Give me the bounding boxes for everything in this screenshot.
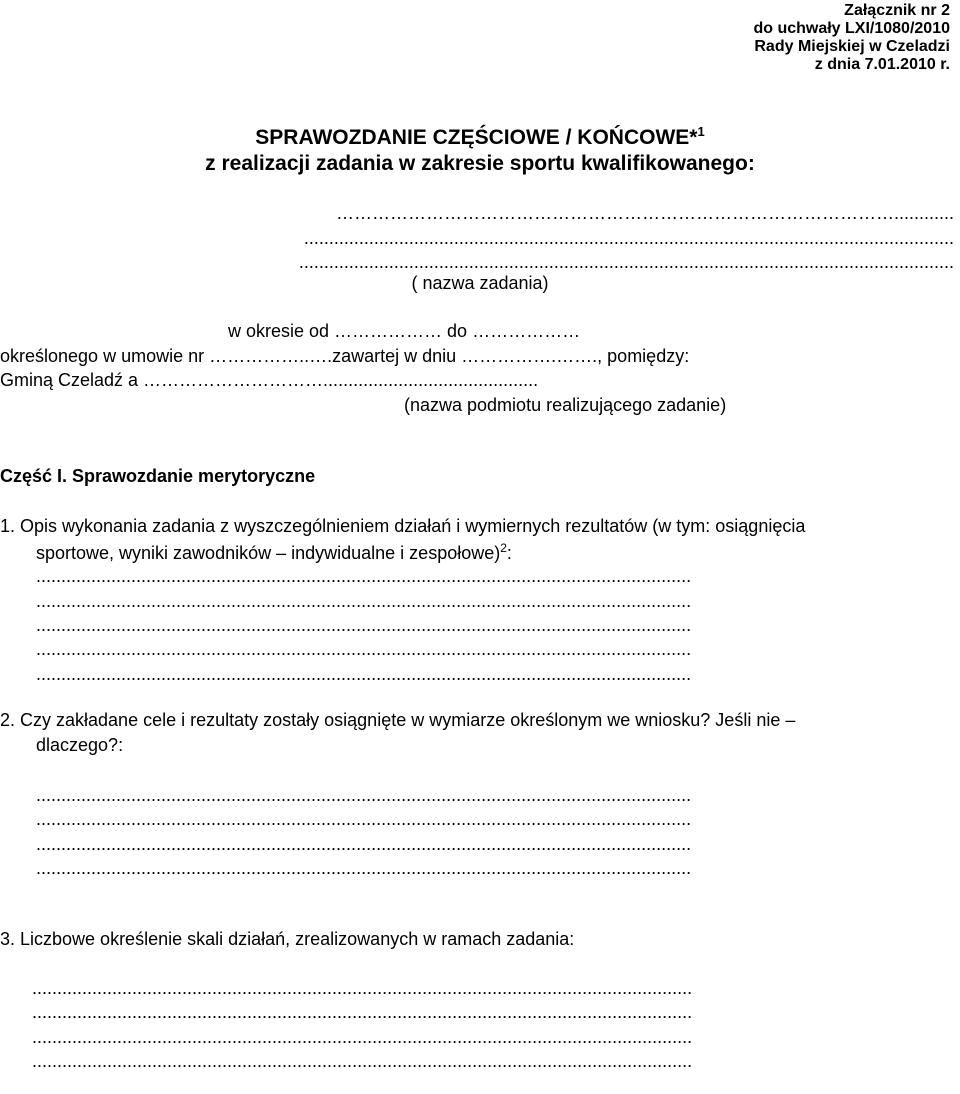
q1-dots-1: ...................................................................................................................................	[36, 566, 692, 586]
q2-dots-4: ...................................................................................................................................	[36, 858, 692, 878]
q2-line1: 2. Czy zakładane cele i rezultaty zostały osiągnięte w wymiarze określonym we wniosku? Jeśli nie –	[0, 710, 796, 730]
period-line: w okresie od ……………… do ………………	[228, 321, 581, 341]
gmina-line: Gminą Czeladź a …………………………...........................................	[0, 370, 539, 390]
q3-line1: 3. Liczbowe określenie skali działań, zrealizowanych w ramach zadania:	[0, 929, 575, 949]
entity-caption: (nazwa podmiotu realizującego zadanie)	[404, 395, 727, 415]
q3-dots-2: ....................................................................................................................................	[32, 1002, 693, 1022]
task-name-dots-1: …………………………………………………………………………………............	[335, 203, 954, 223]
q3-dots-1: ....................................................................................................................................	[32, 978, 693, 998]
report-subtitle: z realizacji zadania w zakresie sportu kwalifikowanego:	[205, 152, 755, 175]
q1-dots-4: ...................................................................................................................................	[36, 639, 692, 659]
task-name-dots-3: ...................................................................................................................................	[298, 252, 954, 272]
q3-dots-3: ....................................................................................................................................	[32, 1027, 693, 1047]
task-name-dots-2: ..................................................................................................................................	[303, 228, 954, 248]
q1-line2: sportowe, wyniki zawodników – indywidualne i zespołowe)$^2$:	[36, 541, 512, 563]
header-line4: z dnia 7.01.2010 r.	[814, 56, 950, 73]
q2-dots-3: ...................................................................................................................................	[36, 834, 692, 854]
q1-dots-3: ...................................................................................................................................	[36, 615, 692, 635]
task-name-caption: ( nazwa zadania)	[411, 273, 549, 293]
report-title: SPRAWOZDANIE CZĘŚCIOWE / KOŃCOWE*$^1$	[255, 124, 705, 149]
q1-dots-5: ...................................................................................................................................	[36, 664, 692, 684]
header-line2: do uchwały LXI/1080/2010	[753, 20, 950, 37]
q1-line1: 1. Opis wykonania zadania z wyszczególnieniem działań i wymiernych rezultatów (w tym: osiągnięcia	[0, 516, 806, 536]
q2-dots-1: ...................................................................................................................................	[36, 785, 692, 805]
q1-dots-2: ...................................................................................................................................	[36, 591, 692, 611]
section-heading: Część I. Sprawozdanie merytoryczne	[0, 466, 316, 486]
header-line3: Rady Miejskiej w Czeladzi	[754, 38, 950, 55]
contract-line: określonego w umowie nr ……………..….zawartej w dniu …………….……., pomiędzy:	[0, 346, 690, 366]
q3-dots-4: ....................................................................................................................................	[32, 1051, 693, 1071]
header-line1: Załącznik nr 2	[844, 2, 950, 19]
q2-dots-2: ...................................................................................................................................	[36, 809, 692, 829]
q2-line2: dlaczego?:	[36, 735, 124, 755]
